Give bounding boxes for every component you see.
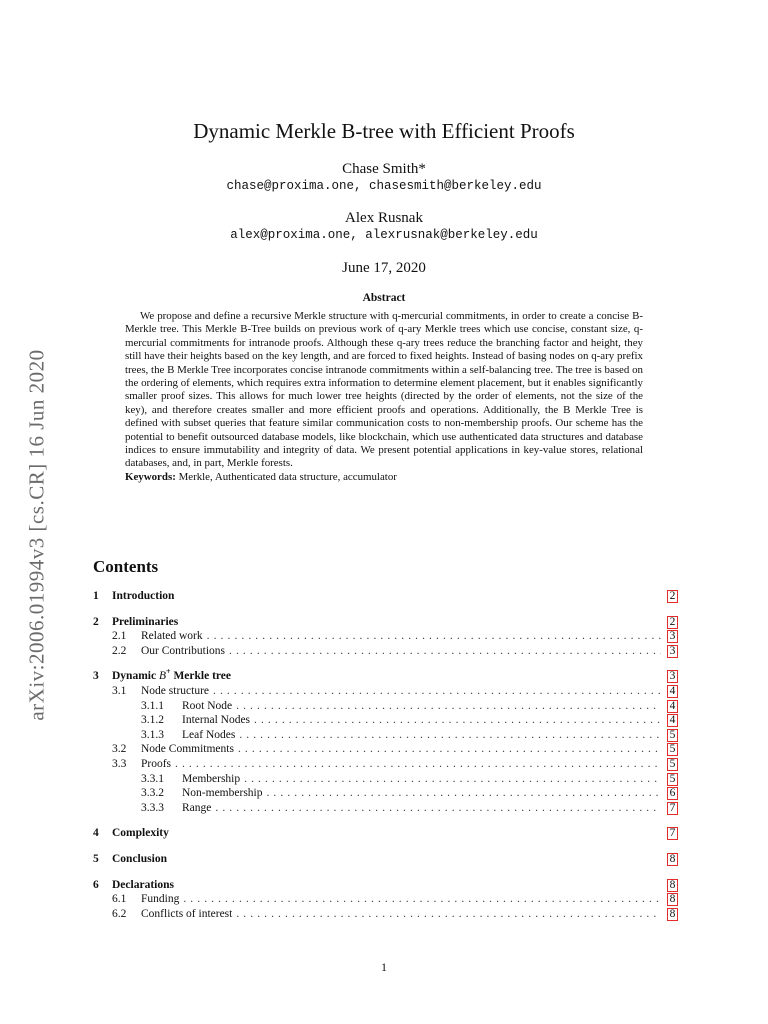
toc-entry-number: 3.3.1 bbox=[141, 772, 164, 785]
toc-page-link[interactable]: 7 bbox=[667, 802, 678, 815]
toc-entry-title: Preliminaries bbox=[112, 615, 179, 628]
toc-entry[interactable] bbox=[93, 908, 678, 923]
toc-entry-number: 2.2 bbox=[112, 644, 127, 657]
toc-page-link[interactable]: 8 bbox=[667, 908, 678, 921]
arxiv-identifier bbox=[22, 320, 52, 750]
toc-entry-title: Our Contributions bbox=[141, 644, 226, 657]
toc-page-link[interactable]: 8 bbox=[667, 879, 678, 892]
toc-entry[interactable] bbox=[93, 773, 678, 788]
toc-entry-number: 3.3.3 bbox=[141, 801, 164, 814]
toc-entry-title: Internal Nodes bbox=[182, 714, 251, 727]
toc-entry-number: 3.1.3 bbox=[141, 728, 164, 741]
toc-entry-title: Complexity bbox=[112, 827, 169, 840]
toc-entry[interactable] bbox=[93, 827, 678, 842]
toc-dot-leader bbox=[238, 743, 661, 755]
keywords-label: Keywords: bbox=[125, 470, 176, 483]
toc-dot-leader bbox=[236, 700, 661, 712]
toc-list bbox=[93, 590, 678, 922]
toc-entry-number: 3.1.1 bbox=[141, 699, 164, 712]
toc-page-link[interactable]: 5 bbox=[667, 773, 678, 786]
toc-entry-title: Node Commitments bbox=[141, 743, 234, 756]
toc-entry[interactable] bbox=[93, 667, 678, 685]
keywords bbox=[125, 471, 643, 484]
paper-title: Dynamic Merkle B-tree with Efficient Proofs bbox=[193, 119, 575, 143]
toc-entry[interactable] bbox=[93, 590, 678, 605]
toc-dot-leader bbox=[207, 630, 661, 642]
author-name: Alex Rusnak bbox=[345, 210, 423, 226]
toc-entry-title-part: Merkle tree bbox=[170, 670, 232, 683]
abstract-heading: Abstract bbox=[362, 292, 406, 304]
toc-entry-title: Root Node bbox=[182, 699, 233, 712]
toc-entry[interactable] bbox=[93, 853, 678, 868]
toc-dot-leader bbox=[239, 729, 661, 741]
toc-entry-title: Proofs bbox=[141, 757, 172, 770]
toc-entry-number: 3 bbox=[93, 670, 99, 683]
toc-entry[interactable] bbox=[93, 685, 678, 700]
contents-heading: Contents bbox=[93, 557, 159, 576]
toc-page-link[interactable]: 5 bbox=[667, 743, 678, 756]
toc-dot-leader bbox=[266, 787, 661, 799]
toc-entry[interactable] bbox=[93, 645, 678, 660]
toc-page-link[interactable]: 4 bbox=[667, 700, 678, 713]
toc-entry-number: 5 bbox=[93, 852, 99, 865]
toc-page-link[interactable]: 5 bbox=[667, 729, 678, 742]
toc-entry[interactable] bbox=[93, 616, 678, 631]
toc-entry[interactable] bbox=[93, 743, 678, 758]
arxiv-identifier-text: arXiv:2006.01994v3 [cs.CR] 16 Jun 2020 bbox=[24, 349, 49, 721]
toc-page-link[interactable]: 2 bbox=[667, 616, 678, 629]
toc-dot-leader bbox=[244, 773, 661, 785]
toc-dot-leader bbox=[213, 685, 661, 697]
toc-entry-title: Conclusion bbox=[112, 852, 167, 865]
toc-entry[interactable] bbox=[93, 893, 678, 908]
keywords-text: Merkle, Authenticated data structure, accumulator bbox=[178, 470, 397, 483]
toc-page-link[interactable]: 3 bbox=[667, 670, 678, 683]
toc-entry-title: Conflicts of interest bbox=[141, 907, 233, 920]
toc-entry-title-part: Dynamic bbox=[112, 670, 159, 683]
toc-entry-title: Declarations bbox=[112, 878, 174, 891]
toc-entry-number: 6 bbox=[93, 878, 99, 891]
author-name: Chase Smith* bbox=[342, 161, 426, 177]
toc-entry[interactable] bbox=[93, 700, 678, 715]
abstract bbox=[125, 292, 643, 484]
math-symbol: B bbox=[158, 670, 166, 683]
toc-entry[interactable] bbox=[93, 630, 678, 645]
toc-entry-number: 6.2 bbox=[112, 907, 127, 920]
math-superscript: + bbox=[166, 667, 171, 677]
toc-entry[interactable] bbox=[93, 758, 678, 773]
toc-entry-number: 1 bbox=[93, 590, 99, 602]
toc-entry-title: Leaf Nodes bbox=[182, 728, 236, 741]
toc-entry-title: Related work bbox=[141, 630, 203, 643]
toc-page-link[interactable]: 4 bbox=[667, 714, 678, 727]
toc-page-link[interactable]: 8 bbox=[667, 853, 678, 866]
toc-entry-title: Membership bbox=[182, 772, 241, 785]
toc-page-link[interactable]: 4 bbox=[667, 685, 678, 698]
toc-entry-title: Range bbox=[182, 801, 212, 814]
toc-entry-number: 3.1 bbox=[112, 684, 127, 697]
toc-entry-title: Non-membership bbox=[182, 787, 263, 800]
toc-page-link[interactable]: 3 bbox=[667, 630, 678, 643]
toc-entry[interactable] bbox=[93, 879, 678, 894]
toc-entry-number: 3.3.2 bbox=[141, 787, 164, 800]
title-block bbox=[0, 118, 768, 277]
abstract-text: We propose and define a recursive Merkle structure with q-mercurial commitments, in order to create a concise B-Merkle tree. This Merkle B-Tree builds on previous work of q-ary Merkle trees which use concise, constant size, q-mercurial commitments for intranode proofs. Although these q-ary trees reduce the branching factor and height, they still have their heights based on the key length, and are forced to fixed heights. Instead of basing nodes on q-ary prefix trees, the B Merkle Tree incorporates concise intranode commitments within a self-balancing tree. The tree is based on the ordering of elements, which requires extra information to determine element placement, but it enables significantly smaller proof sizes. This allows for much lower tree heights (directed by the order of elements, not the size of the key), and therefore creates smaller and more efficient proofs and operations. Additionally, the B Merkle Tree is defined with subset queries that feature similar communication costs to non-membership proofs. Our scheme has the potential to benefit outsourced database models, like blockchain, which use authenticated data structures and database indices to ensure immutability and integrity of data. We present potential applications in key-value stores, relational databases, and, in part, Merkle forests. bbox=[125, 310, 643, 470]
toc-page-link[interactable]: 7 bbox=[667, 827, 678, 840]
toc-entry-title: Node structure bbox=[141, 684, 210, 697]
toc-entry[interactable] bbox=[93, 787, 678, 802]
toc-page-link[interactable]: 2 bbox=[667, 590, 678, 603]
table-of-contents bbox=[93, 556, 678, 922]
toc-dot-leader bbox=[215, 802, 661, 814]
toc-entry-number: 3.2 bbox=[112, 743, 127, 756]
toc-entry-number: 3.1.2 bbox=[141, 714, 164, 727]
toc-dot-leader bbox=[236, 908, 661, 920]
toc-entry-number: 2 bbox=[93, 615, 99, 628]
toc-page-link[interactable]: 6 bbox=[667, 787, 678, 800]
toc-page-link[interactable]: 3 bbox=[667, 645, 678, 658]
toc-entry-number: 6.1 bbox=[112, 893, 127, 906]
toc-entry-title: Introduction bbox=[112, 590, 175, 602]
toc-dot-leader bbox=[254, 714, 661, 726]
toc-entry-number: 2.1 bbox=[112, 630, 127, 643]
toc-entry-title bbox=[112, 667, 235, 683]
publication-date: June 17, 2020 bbox=[342, 260, 426, 276]
page-number: 1 bbox=[381, 960, 387, 974]
author-email: alex@proxima.one, alexrusnak@berkeley.edu bbox=[230, 228, 538, 242]
toc-page-link[interactable]: 5 bbox=[667, 758, 678, 771]
toc-dot-leader bbox=[183, 893, 661, 905]
author-email: chase@proxima.one, chasesmith@berkeley.edu bbox=[226, 179, 542, 193]
toc-dot-leader bbox=[229, 645, 661, 657]
toc-entry-number: 4 bbox=[93, 827, 99, 840]
toc-entry[interactable] bbox=[93, 802, 678, 817]
toc-entry[interactable] bbox=[93, 729, 678, 744]
toc-dot-leader bbox=[175, 758, 661, 770]
toc-entry-title: Funding bbox=[141, 893, 180, 906]
toc-page-link[interactable]: 8 bbox=[667, 893, 678, 906]
toc-entry-number: 3.3 bbox=[112, 757, 127, 770]
toc-entry[interactable] bbox=[93, 714, 678, 729]
